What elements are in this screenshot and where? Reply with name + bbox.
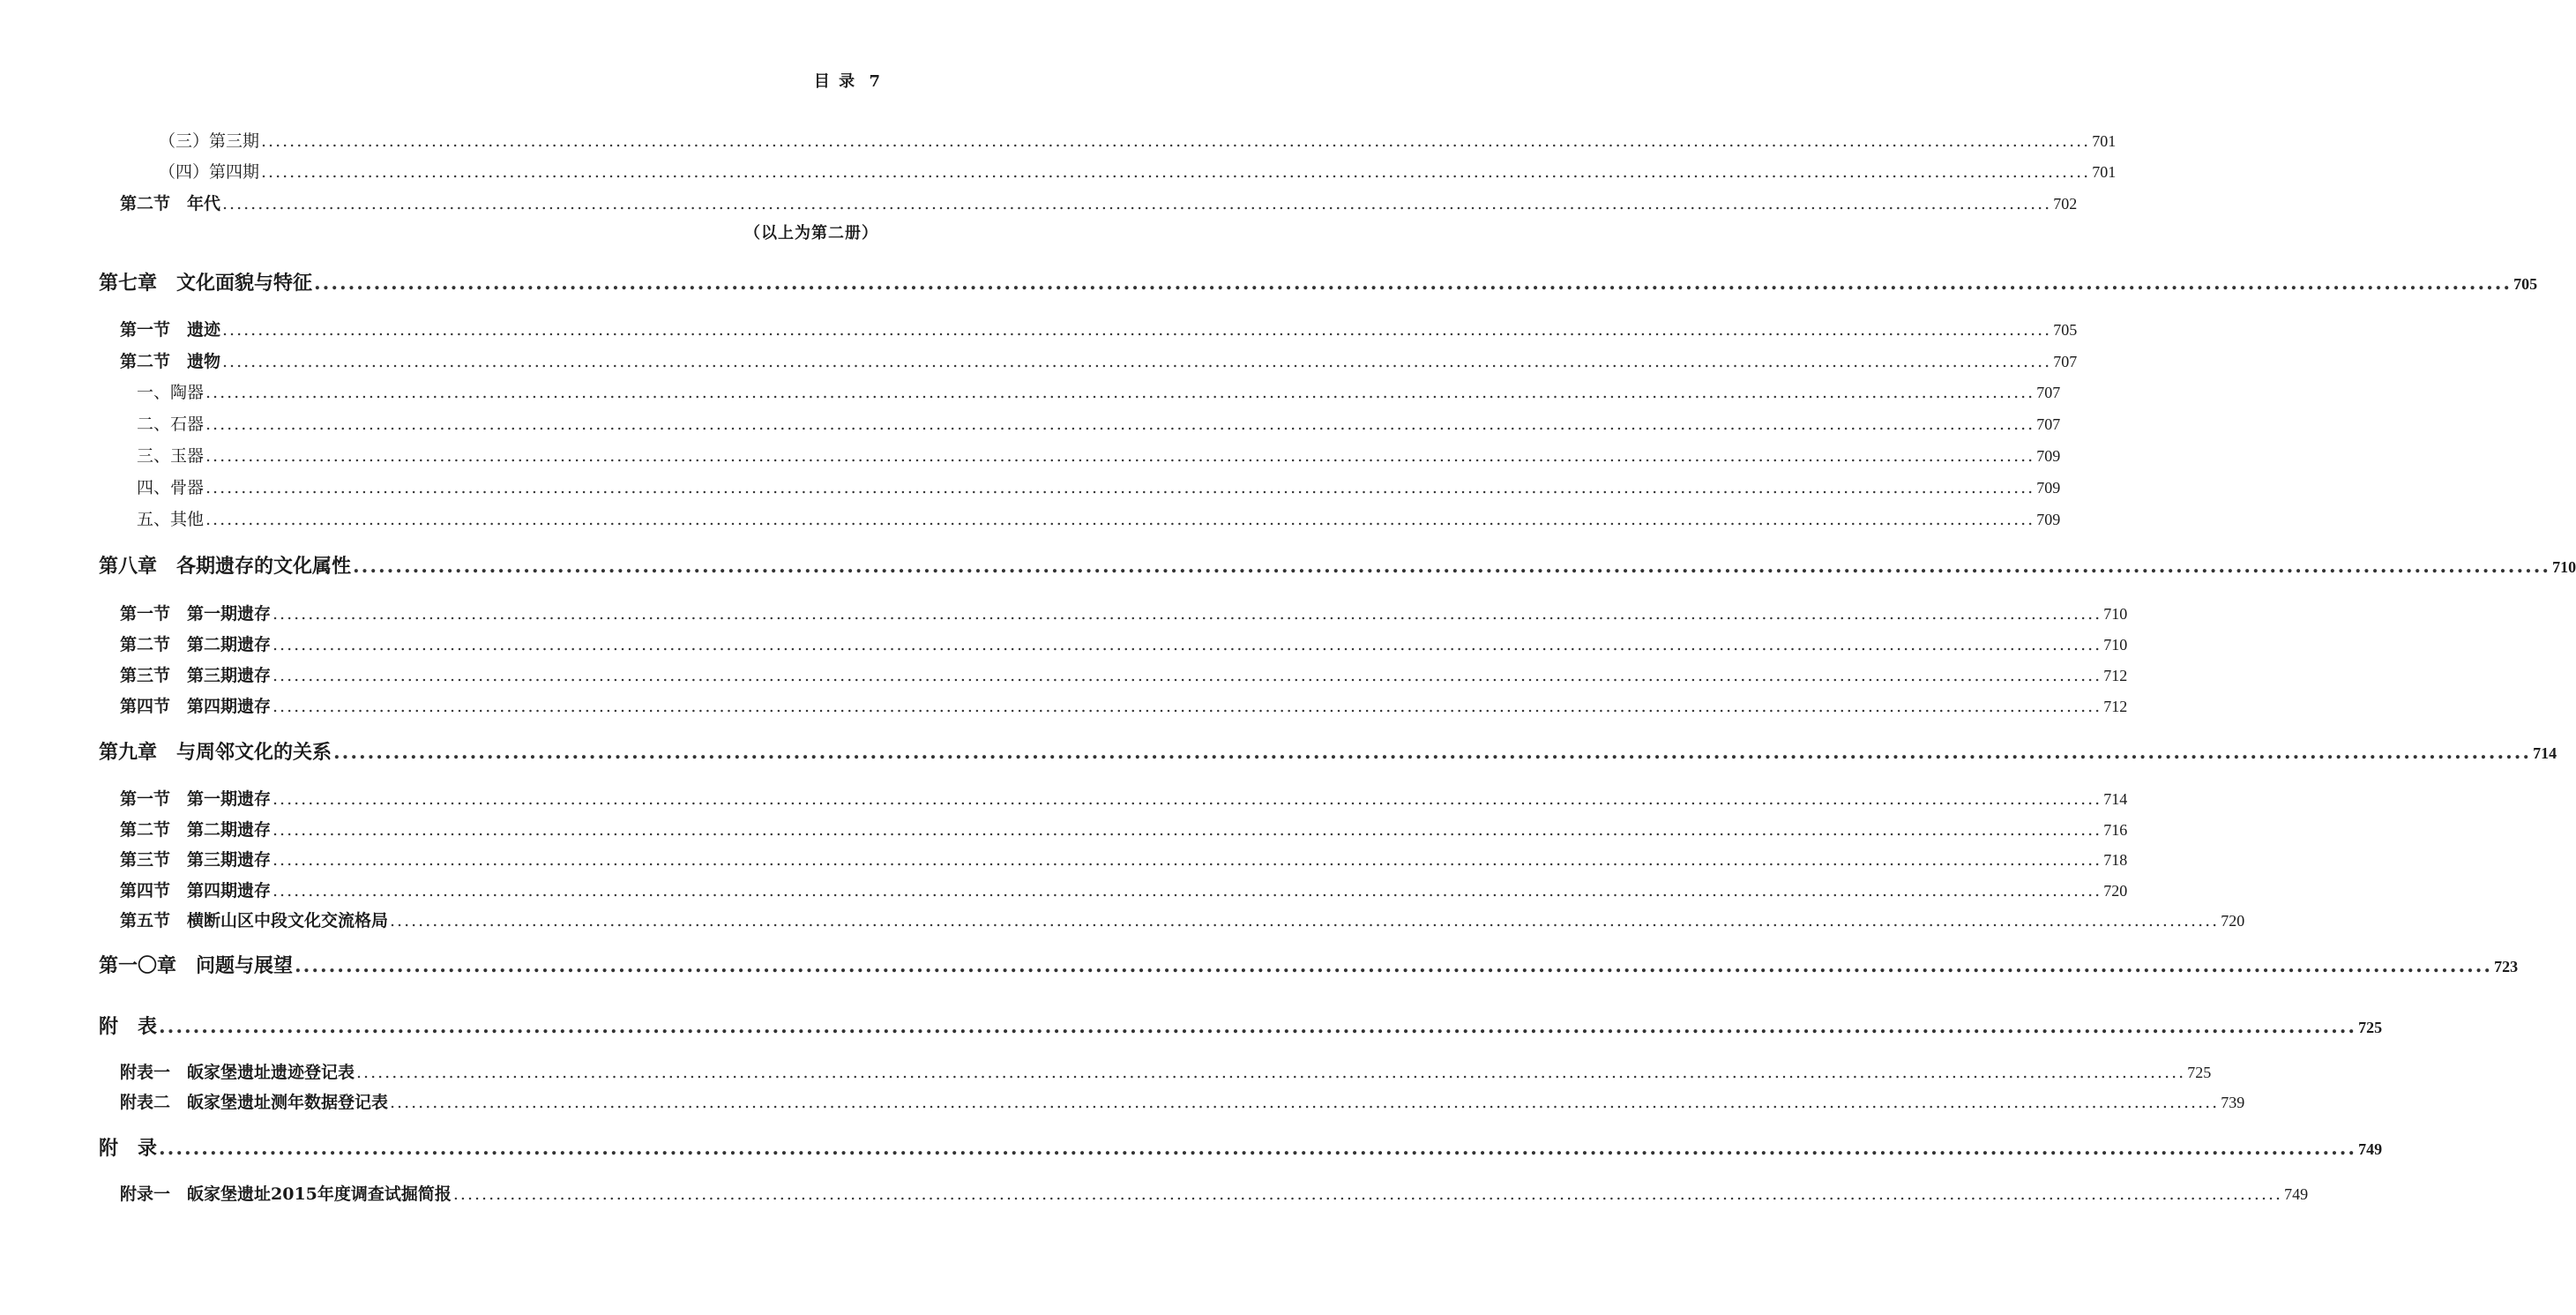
leader-dots <box>453 1182 2282 1207</box>
toc-entry[interactable] <box>0 1060 2212 1085</box>
toc-entry[interactable] <box>0 787 2128 811</box>
toc-entry-page: 725 <box>2358 1019 2383 1036</box>
leader-dots <box>273 694 2102 719</box>
toc-entry-page: 705 <box>2513 275 2538 293</box>
toc-chapter[interactable] <box>0 953 2519 979</box>
toc-entry[interactable] <box>0 848 2128 872</box>
leader-dots <box>273 663 2102 688</box>
toc-entry-label: （三）第三期 <box>159 131 260 151</box>
toc-entry-label: 三、玉器 <box>137 446 205 466</box>
toc-entry-page: 701 <box>2092 163 2117 181</box>
toc-entry[interactable] <box>0 601 2128 626</box>
toc-entry-label: 第四节 第四期遗存 <box>120 697 272 716</box>
toc-entry[interactable] <box>0 412 2061 437</box>
leader-dots <box>159 1136 2356 1161</box>
leader-dots <box>222 191 2051 216</box>
header-title: 目 录 <box>813 72 857 91</box>
leader-dots <box>273 601 2102 626</box>
toc-entry-page: 739 <box>2221 1094 2245 1111</box>
toc-entry-label: 一、陶器 <box>137 383 205 402</box>
toc-entry-page: 749 <box>2284 1185 2309 1203</box>
toc-entry[interactable] <box>0 318 2078 342</box>
leader-dots <box>390 908 2219 933</box>
toc-entry-page: 709 <box>2036 447 2061 465</box>
leader-dots <box>273 878 2102 903</box>
leader-dots <box>205 412 2035 437</box>
toc-entry-page: 710 <box>2103 636 2128 654</box>
toc-entry-label: 附 录 <box>99 1137 158 1160</box>
toc-entry-page: 725 <box>2187 1064 2212 1081</box>
toc-entry-label: 第二节 第二期遗存 <box>120 820 272 840</box>
toc-entry[interactable] <box>0 475 2061 500</box>
toc-entry-label: 二、石器 <box>137 415 205 434</box>
toc-entry-label: 第五节 横断山区中段文化交流格局 <box>120 911 389 930</box>
toc-chapter[interactable] <box>0 271 2538 296</box>
leader-dots <box>390 1090 2219 1115</box>
toc-entry-label: 第一〇章 问题与展望 <box>99 954 294 977</box>
toc-entry[interactable] <box>0 444 2061 468</box>
toc-entry[interactable] <box>0 1090 2245 1115</box>
toc-entry[interactable] <box>0 818 2128 842</box>
leader-dots <box>222 318 2051 342</box>
toc-entry-page: 718 <box>2103 851 2128 869</box>
toc-entry-label: 第二节 第二期遗存 <box>120 635 272 654</box>
toc-entry-label: 第一节 第一期遗存 <box>120 604 272 624</box>
toc-entry[interactable] <box>0 694 2128 719</box>
leader-dots <box>222 349 2051 374</box>
toc-entry-page: 705 <box>2053 321 2078 339</box>
toc-entry-label: 附表一 皈家堡遗址遗迹登记表 <box>120 1063 355 1082</box>
volume-note: （以上为第二册） <box>744 224 878 243</box>
toc-entry-page: 709 <box>2036 511 2061 528</box>
leader-dots <box>353 554 2550 579</box>
toc-entry-label: 附 表 <box>99 1015 158 1038</box>
toc-entry-label: 第二节 遗物 <box>120 352 221 371</box>
toc-entry-page: 749 <box>2358 1140 2383 1158</box>
toc-entry[interactable] <box>0 129 2117 153</box>
header-page-number: 7 <box>869 72 882 91</box>
toc-entry-label: 附录一 皈家堡遗址2015年度调查试掘简报 <box>120 1184 452 1204</box>
leader-dots <box>159 1014 2356 1039</box>
toc-entry-label: 第七章 文化面貌与特征 <box>99 272 313 295</box>
leader-dots <box>273 787 2102 811</box>
toc-entry-page: 707 <box>2036 415 2061 433</box>
toc-entry-label: 附表二 皈家堡遗址测年数据登记表 <box>120 1093 389 1112</box>
toc-entry-label: 第三节 第三期遗存 <box>120 666 272 685</box>
toc-entry-page: 712 <box>2103 667 2128 684</box>
leader-dots <box>261 129 2090 153</box>
toc-entry-label: 四、骨器 <box>137 478 205 497</box>
leader-dots <box>273 848 2102 872</box>
toc-entry[interactable] <box>0 1182 2309 1207</box>
leader-dots <box>356 1060 2185 1085</box>
toc-entry-label: 第三节 第三期遗存 <box>120 850 272 870</box>
toc-entry-label: 第九章 与周邻文化的关系 <box>99 741 332 764</box>
toc-entry-page: 709 <box>2036 479 2061 497</box>
leader-dots <box>333 740 2531 765</box>
leader-dots <box>205 444 2035 468</box>
toc-entry-page: 714 <box>2103 790 2128 808</box>
toc-entry-page: 723 <box>2494 958 2519 975</box>
running-header <box>809 69 882 92</box>
toc-entry[interactable] <box>0 632 2128 657</box>
toc-entry-label: （四）第四期 <box>159 162 260 182</box>
toc-entry-page: 707 <box>2036 384 2061 401</box>
toc-chapter[interactable] <box>0 1014 2383 1040</box>
toc-entry-page: 714 <box>2533 744 2557 762</box>
toc-entry-page: 712 <box>2103 698 2128 715</box>
leader-dots <box>273 818 2102 842</box>
leader-dots <box>295 953 2492 978</box>
toc-entry[interactable] <box>0 908 2245 933</box>
leader-dots <box>205 507 2035 532</box>
toc-entry-label: 第二节 年代 <box>120 194 221 213</box>
toc-entry-page: 720 <box>2103 882 2128 900</box>
toc-chapter[interactable] <box>0 1136 2383 1162</box>
toc-entry-page: 707 <box>2053 353 2078 370</box>
toc-entry-page: 710 <box>2103 605 2128 623</box>
toc-entry[interactable] <box>0 160 2117 184</box>
toc-entry-page: 716 <box>2103 821 2128 839</box>
toc-entry[interactable] <box>0 507 2061 532</box>
toc-entry[interactable] <box>0 349 2078 374</box>
toc-entry-page: 720 <box>2221 912 2245 930</box>
toc-entry-label: 第一节 第一期遗存 <box>120 789 272 809</box>
toc-entry-label: 第四节 第四期遗存 <box>120 881 272 900</box>
toc-entry-page: 702 <box>2053 195 2078 213</box>
toc-entry-label: 五、其他 <box>137 510 205 529</box>
leader-dots <box>273 632 2102 657</box>
toc-entry[interactable] <box>0 380 2061 405</box>
toc-chapter[interactable] <box>0 740 2557 766</box>
leader-dots <box>205 475 2035 500</box>
leader-dots <box>205 380 2035 405</box>
toc-entry-page: 710 <box>2552 558 2576 576</box>
toc-entry-page: 701 <box>2092 132 2117 150</box>
leader-dots <box>261 160 2090 184</box>
toc-entry-label: 第一节 遗迹 <box>120 320 221 340</box>
toc-chapter[interactable] <box>0 554 2576 579</box>
toc-entry[interactable] <box>0 191 2078 216</box>
toc-entry[interactable] <box>0 878 2128 903</box>
toc-entry[interactable] <box>0 663 2128 688</box>
toc-entry-label: 第八章 各期遗存的文化属性 <box>99 555 352 578</box>
leader-dots <box>314 271 2512 295</box>
